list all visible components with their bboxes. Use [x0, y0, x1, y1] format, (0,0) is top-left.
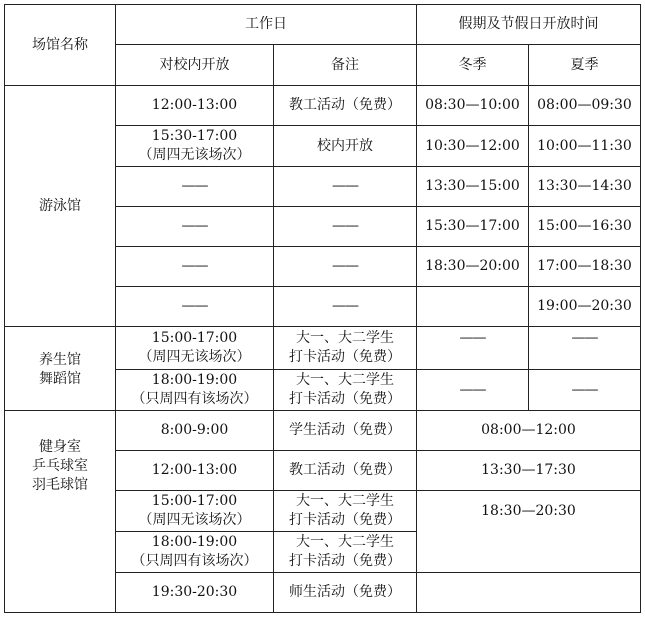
header-holiday: 假期及节假日开放时间 [417, 5, 641, 45]
summer-time-cell: 08:00—09:30 [529, 86, 641, 126]
header-open-campus: 对校内开放 [116, 45, 274, 86]
remark-cell: —— [274, 287, 417, 327]
venue-name: 养生馆 [39, 352, 81, 368]
table-row [5, 86, 641, 126]
remark-cell: 学生活动（免费） [274, 411, 417, 451]
table-row [5, 411, 641, 451]
remark-cell: 大一、大二学生 打卡活动（免费） [274, 491, 417, 532]
open-time-cell: 15:00-17:00 （周四无该场次） [116, 327, 274, 370]
header-winter: 冬季 [417, 45, 529, 86]
venue-name: 健身室 [39, 439, 81, 455]
winter-time-cell: 10:30—12:00 [417, 126, 529, 167]
winter-time-cell: 08:30—10:00 [417, 86, 529, 126]
holiday-time-cell: 13:30—17:30 [417, 451, 641, 491]
open-time-cell: —— [116, 247, 274, 287]
venue-gym [5, 411, 116, 613]
remark-cell: 大一、大二学生 打卡活动（免费） [274, 327, 417, 370]
venue-name: 游泳馆 [39, 197, 81, 214]
open-time-cell: 15:30-17:00 （周四无该场次） [116, 126, 274, 167]
summer-time-cell: 19:00—20:30 [529, 287, 641, 327]
holiday-time-cell: 08:00—12:00 [417, 411, 641, 451]
remark-cell: 教工活动（免费） [274, 86, 417, 126]
summer-time-cell: 17:00—18:30 [529, 247, 641, 287]
header-remark: 备注 [274, 45, 417, 86]
open-time-cell: 12:00-13:00 [116, 451, 274, 491]
holiday-time-cell: 18:30—20:30 [417, 491, 641, 573]
open-time-cell: 8:00-9:00 [116, 411, 274, 451]
summer-time-cell: 10:00—11:30 [529, 126, 641, 167]
open-time-cell: 15:00-17:00 （周四无该场次） [116, 491, 274, 532]
open-time-cell: 18:00-19:00 （只周四有该场次） [116, 532, 274, 573]
remark-cell: —— [274, 207, 417, 247]
opening-hours-table [4, 4, 641, 613]
venue-swimming [5, 86, 116, 327]
winter-time-cell: 15:30—17:00 [417, 207, 529, 247]
open-time-cell: —— [116, 207, 274, 247]
header-venue-name: 场馆名称 [5, 5, 116, 86]
open-time-cell: —— [116, 287, 274, 327]
summer-time-cell: 15:00—16:30 [529, 207, 641, 247]
venue-name: 羽毛球馆 [32, 477, 88, 493]
remark-cell: 师生活动（免费） [274, 573, 417, 613]
remark-cell: 大一、大二学生 打卡活动（免费） [274, 532, 417, 573]
remark-cell: 大一、大二学生 打卡活动（免费） [274, 370, 417, 411]
summer-time-cell: —— [529, 370, 641, 411]
winter-time-cell: 13:30—15:00 [417, 167, 529, 207]
venue-name: 乒乓球室 [32, 458, 88, 474]
winter-time-cell: —— [417, 327, 529, 370]
remark-cell: —— [274, 167, 417, 207]
open-time-cell: 18:00-19:00 （只周四有该场次） [116, 370, 274, 411]
winter-time-cell: —— [417, 370, 529, 411]
remark-cell: —— [274, 247, 417, 287]
holiday-time-cell [417, 573, 641, 613]
open-time-cell: 19:30-20:30 [116, 573, 274, 613]
summer-time-cell: 13:30—14:30 [529, 167, 641, 207]
header-workday: 工作日 [116, 5, 417, 45]
winter-time-cell [417, 287, 529, 327]
venue-name: 舞蹈馆 [39, 371, 81, 387]
header-summer: 夏季 [529, 45, 641, 86]
table-row [5, 327, 641, 370]
winter-time-cell: 18:30—20:00 [417, 247, 529, 287]
summer-time-cell: —— [529, 327, 641, 370]
venue-yangsheng [5, 327, 116, 411]
open-time-cell: 12:00-13:00 [116, 86, 274, 126]
open-time-cell: —— [116, 167, 274, 207]
remark-cell: 校内开放 [274, 126, 417, 167]
remark-cell: 教工活动（免费） [274, 451, 417, 491]
